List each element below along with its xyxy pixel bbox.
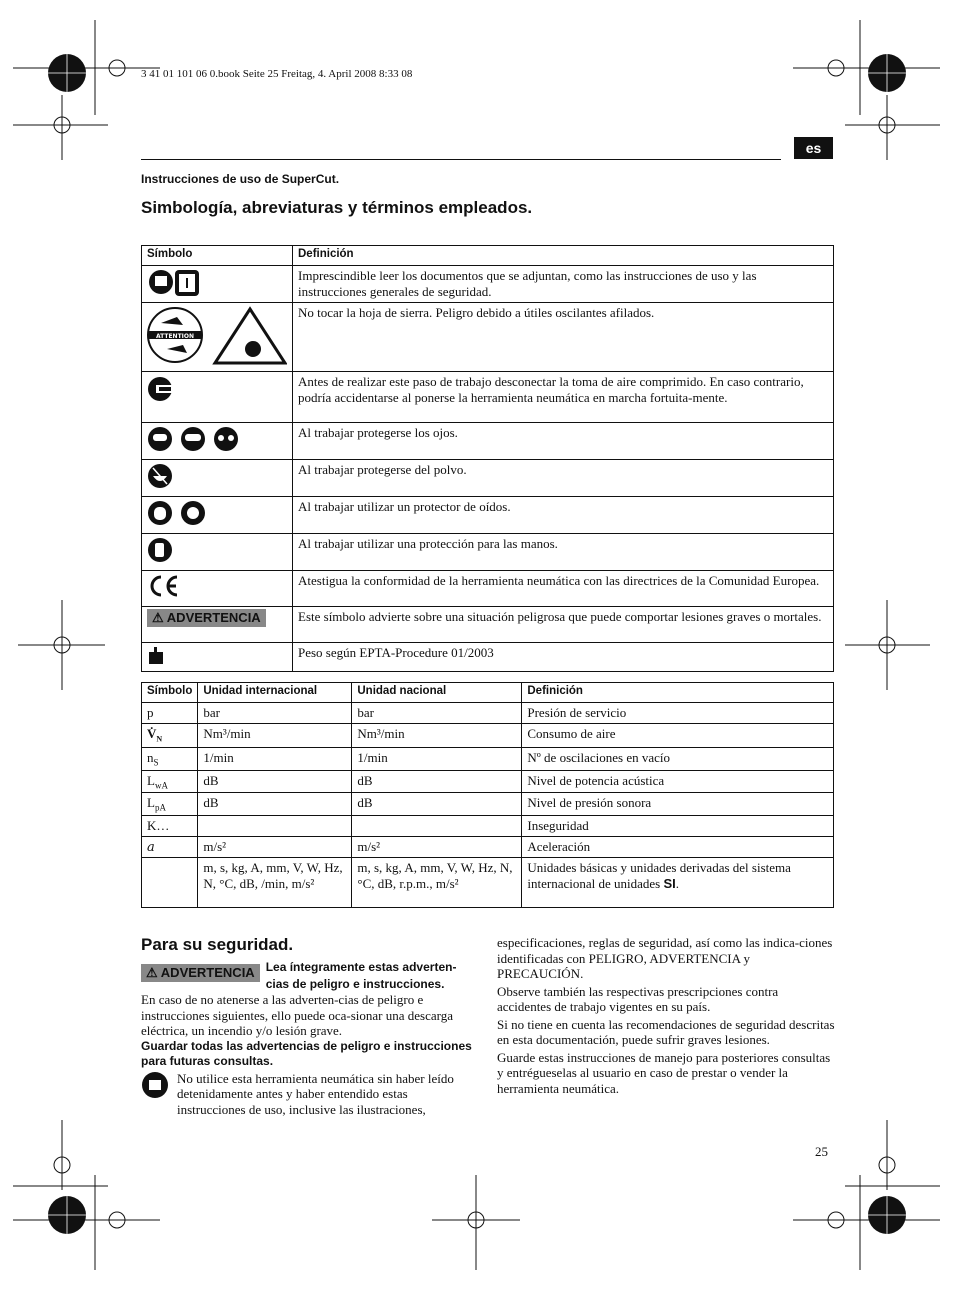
- unit-symbol: [142, 724, 198, 748]
- national-unit: 1/min: [352, 748, 522, 771]
- language-badge: es: [794, 137, 833, 159]
- document-title: Instrucciones de uso de SuperCut.: [141, 172, 340, 186]
- table-row: [142, 703, 834, 724]
- symbol-text: L: [147, 772, 155, 788]
- col-header-definition: Definición: [522, 683, 834, 703]
- unit-definition: Consumo de aire: [522, 724, 834, 748]
- national-unit: m, s, kg, A, mm, V, W, Hz, N, °C, dB, r.p.m., m/s²: [352, 857, 522, 907]
- attention-saw-blade-icon: [147, 305, 287, 369]
- page-number: 25: [815, 1144, 828, 1159]
- safety-title: Para su seguridad.: [141, 935, 294, 954]
- section-title: Simbología, abreviaturas y términos empleados.: [141, 198, 533, 217]
- intl-unit: bar: [198, 703, 352, 724]
- symbol-text: L: [147, 795, 155, 811]
- definition-cell: Este símbolo advierte sobre una situación peligrosa que puede comportar lesiones graves o mortales.: [293, 607, 834, 643]
- read-manual-icon: [147, 268, 205, 300]
- symbol-cell: [142, 303, 293, 372]
- read-manual-text: No utilice esta herramienta neumática sin haber leído detenidamente antes y haber entendido estas instrucciones de uso, inclusive las ilustraciones,: [177, 1070, 454, 1117]
- si-abbrev: SI: [663, 875, 676, 891]
- intl-unit: [198, 815, 352, 836]
- symbol-cell: [142, 460, 293, 497]
- warning-badge-label: ADVERTENCIA: [166, 610, 261, 625]
- col-header-symbol: Símbolo: [142, 683, 198, 703]
- definition-cell: Al trabajar protegerse del polvo.: [293, 460, 834, 497]
- unit-definition: [522, 857, 834, 907]
- unit-symbol: [142, 836, 198, 857]
- unit-symbol: [142, 793, 198, 816]
- national-unit: dB: [352, 793, 522, 816]
- national-unit: dB: [352, 770, 522, 793]
- safety-paragraph: Observe también las respectivas prescripciones contra accidentes de trabajo vigentes en su país.: [497, 983, 779, 1014]
- intl-unit: m, s, kg, A, mm, V, W, Hz, N, °C, dB, /min, m/s²: [198, 857, 352, 907]
- symbol-cell: [142, 266, 293, 303]
- definition-cell: Al trabajar utilizar una protección para las manos.: [293, 534, 834, 571]
- ce-mark-icon: [147, 573, 181, 603]
- symbol-text: a: [147, 839, 155, 855]
- definition-cell: Al trabajar utilizar un protector de oídos.: [293, 497, 834, 534]
- warning-badge: ⚠ ADVERTENCIA: [147, 609, 266, 627]
- definition-suffix: .: [675, 875, 680, 891]
- col-header-national-unit: Unidad nacional: [352, 683, 522, 703]
- unit-symbol: [142, 857, 198, 907]
- unit-definition: Nivel de presión sonora: [522, 793, 834, 816]
- symbol-subscript: pA: [154, 802, 166, 813]
- safety-paragraph: especificaciones, reglas de seguridad, así como las indica-ciones identificadas con PELIGRO, ADVERTENCIA y PRECAUCIÓN.: [497, 935, 833, 981]
- table-row: [142, 724, 834, 748]
- weight-icon: [147, 645, 165, 669]
- definition-cell: Atestigua la conformidad de la herramienta neumática con las directrices de la Comunidad Europea.: [293, 571, 834, 607]
- safety-right-column: [497, 935, 835, 1096]
- symbol-cell: [142, 607, 293, 643]
- svg-text:ATTENTION: ATTENTION: [155, 333, 195, 340]
- symbol-text: V̇: [147, 726, 157, 741]
- disconnect-air-icon: [147, 374, 177, 408]
- intl-unit: Nm³/min: [198, 724, 352, 748]
- unit-symbol: [142, 748, 198, 771]
- table-row: [142, 857, 834, 907]
- intl-unit: m/s²: [198, 836, 352, 857]
- national-unit: m/s²: [352, 836, 522, 857]
- unit-definition: Inseguridad: [522, 815, 834, 836]
- symbol-subscript: N: [156, 734, 163, 744]
- table-row: [142, 748, 834, 771]
- national-unit: [352, 815, 522, 836]
- definition-cell: No tocar la hoja de sierra. Peligro debido a útiles oscilantes afilados.: [293, 303, 834, 372]
- symbol-cell: [142, 643, 293, 672]
- symbol-cell: [142, 423, 293, 460]
- unit-symbol: [142, 703, 198, 724]
- symbol-cell: [142, 534, 293, 571]
- safety-left-column: [141, 959, 477, 1117]
- symbols-table: [141, 245, 834, 672]
- national-unit: bar: [352, 703, 522, 724]
- safety-paragraph: Si no tiene en cuenta las recomendaciones de seguridad descritas en esta documentación, puede sufrir graves lesiones.: [497, 1016, 835, 1047]
- unit-definition: Nivel de potencia acústica: [522, 770, 834, 793]
- read-manual-icon: [141, 1071, 171, 1118]
- national-unit: Nm³/min: [352, 724, 522, 748]
- symbol-cell: [142, 372, 293, 423]
- lead-rest-text: En caso de no atenerse a las adverten-cias de peligro e instrucciones siguientes, ello puede oca-sionar una descarga eléctrica, un incendio y/o lesión grave.: [141, 992, 454, 1038]
- definition-cell: Peso según EPTA-Procedure 01/2003: [293, 643, 834, 672]
- ear-protection-icon: [147, 499, 209, 531]
- symbol-text: p: [147, 705, 154, 720]
- safety-paragraph: Guarde estas instrucciones de manejo para posteriores consultas y entrégueselas al usuario en caso de prestar o vender la herramienta neumática.: [497, 1049, 831, 1096]
- lead-bold-text: Lea íntegramente estas adverten-cias de peligro e instrucciones.: [265, 960, 457, 991]
- unit-symbol: K…: [142, 815, 198, 836]
- dust-mask-icon: [147, 462, 175, 494]
- symbol-text: n: [147, 750, 154, 765]
- symbol-subscript: S: [153, 757, 159, 768]
- keep-instructions-text: Guardar todas las advertencias de peligro e instrucciones para futuras consultas.: [141, 1038, 472, 1068]
- intl-unit: 1/min: [198, 748, 352, 771]
- intl-unit: dB: [198, 770, 352, 793]
- print-meta: 3 41 01 101 06 0.book Seite 25 Freitag, 4. April 2008 8:33 08: [141, 68, 413, 80]
- definition-cell: Imprescindible leer los documentos que se adjuntan, como las instrucciones de uso y las instrucciones generales de seguridad.: [293, 266, 834, 303]
- symbol-cell: [142, 571, 293, 607]
- definition-cell: Antes de realizar este paso de trabajo desconectar la toma de aire comprimido. En caso contrario, podría accidentarse al ponerse la herramienta neumática en marcha fortuita-mente.: [293, 372, 834, 423]
- units-table: [141, 682, 834, 908]
- table-row: [142, 770, 834, 793]
- intl-unit: dB: [198, 793, 352, 816]
- col-header-intl-unit: Unidad internacional: [198, 683, 352, 703]
- symbol-cell: [142, 497, 293, 534]
- col-header-definition: Definición: [293, 246, 834, 266]
- definition-text: Unidades básicas y unidades derivadas del sistema internacional de unidades: [527, 859, 791, 891]
- unit-definition: Presión de servicio: [522, 703, 834, 724]
- unit-definition: Nº de oscilaciones en vacío: [522, 748, 834, 771]
- table-row: [142, 793, 834, 816]
- col-header-symbol: Símbolo: [142, 246, 293, 266]
- header-rule: [141, 159, 781, 160]
- warning-badge-label: ADVERTENCIA: [160, 965, 255, 980]
- symbol-subscript: wA: [154, 780, 168, 791]
- gloves-icon: [147, 536, 175, 568]
- table-row: [142, 836, 834, 857]
- table-row: [142, 815, 834, 836]
- eye-protection-icon: [147, 425, 239, 457]
- unit-definition: Aceleración: [522, 836, 834, 857]
- warning-badge: ⚠ ADVERTENCIA: [141, 964, 260, 982]
- definition-cell: Al trabajar protegerse los ojos.: [293, 423, 834, 460]
- unit-symbol: [142, 770, 198, 793]
